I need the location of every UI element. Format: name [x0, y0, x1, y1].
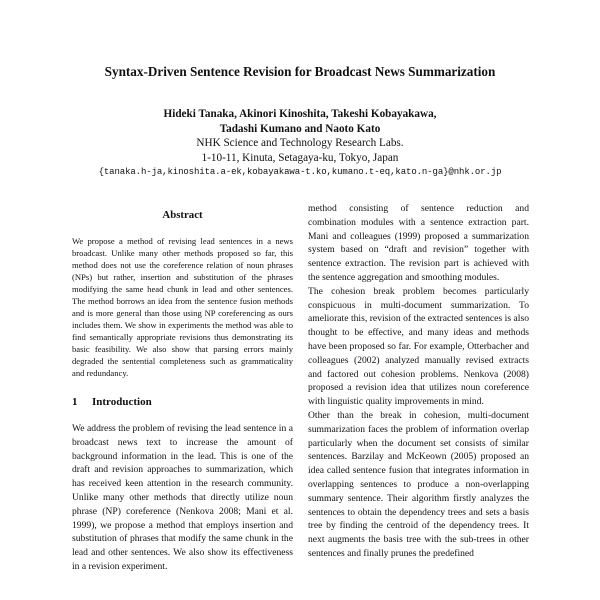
- affiliation: NHK Science and Technology Research Labs.: [196, 137, 404, 150]
- section-heading-introduction: [72, 396, 293, 408]
- abstract-heading: Abstract: [162, 209, 203, 221]
- related-work-paragraph-3: Other than the break in cohesion, multi-document summarization faces the problem of information overlap particularly when the document set consists of similar sentences. Barzilay and McKeown (2005) proposed an idea called sentence fusion that integrates information in overlapping sentences to produce a non-overlapping summary sentence. Their algorithm firstly analyzes the sentences to obtain the dependency trees and sets a basis tree by finding the centroid of the dependency trees. It next augments the basis tree with the sub-trees in other sentences and finally prunes the predefined: [308, 409, 529, 559]
- email-addresses: {tanaka.h-ja,kinoshita.a-ek,kobayakawa-t.ko,kumano.t-eq,kato.n-ga}@nhk.or.jp: [98, 167, 502, 178]
- section-title: Introduction: [92, 396, 152, 408]
- right-column: [308, 202, 529, 561]
- related-work-paragraph-1: method consisting of sentence reduction and combination modules with a sentence extraction part. Mani and colleagues (1999) proposed a summarization system based on “draft and revision” together with sentence extraction. The revision part is achieved with the sentence aggregation and smoothing modules.: [308, 203, 529, 283]
- paper-title: Syntax-Driven Sentence Revision for Broadcast News Summarization: [104, 64, 496, 79]
- introduction-paragraph: We address the problem of revising the lead sentence in a broadcast news text to increase the amount of background information in the lead. This is one of the draft and revision approaches to summarization, which has received keen attention in the research community. Unlike many other methods that directly utilize noun phrase (NP) coreference (Nenkova 2008; Mani et al. 1999), we propose a method that employs insertion and substitution of phrases that modify the same chunk in the lead and other sentences. We also show its effectiveness in a revision experiment.: [72, 423, 293, 572]
- left-column: [72, 209, 293, 574]
- address: 1-10-11, Kinuta, Setagaya-ku, Tokyo, Japan: [201, 151, 399, 164]
- abstract-text: We propose a method of revising lead sentences in a news broadcast. Unlike many other methods proposed so far, this method does not use the coreference relation of noun phrases (NPs) but rather, insertion and substitution of the phrases modifying the same head chunk in lead and other sentences. The method borrows an idea from the sentence fusion methods and is more general than those using NP coreferencing as ours includes them. We show in experiments the method was able to find semantically appropriate revisions thus demonstrating its basic feasibility. We also show that parsing errors mainly degraded the sentential completeness such as grammaticality and redundancy.: [72, 236, 293, 378]
- related-work-paragraph-2: The cohesion break problem becomes particularly conspicuous in multi-document summarization. To ameliorate this, revision of the extracted sentences is also thought to be effective, and many ideas and methods have been proposed so far. For example, Otterbacher and colleagues (2002) analyzed manually revised extracts and factored out cohesion problems. Nenkova (2008) proposed a revision idea that utilizes noun coreference with linguistic quality improvements in mind.: [308, 285, 529, 408]
- section-number: 1: [72, 396, 78, 408]
- author-block: [0, 107, 600, 180]
- authors-line-2: Tadashi Kumano and Naoto Kato: [219, 122, 381, 135]
- authors-line-1: Hideki Tanaka, Akinori Kinoshita, Takeshi Kobayakawa,: [163, 108, 437, 120]
